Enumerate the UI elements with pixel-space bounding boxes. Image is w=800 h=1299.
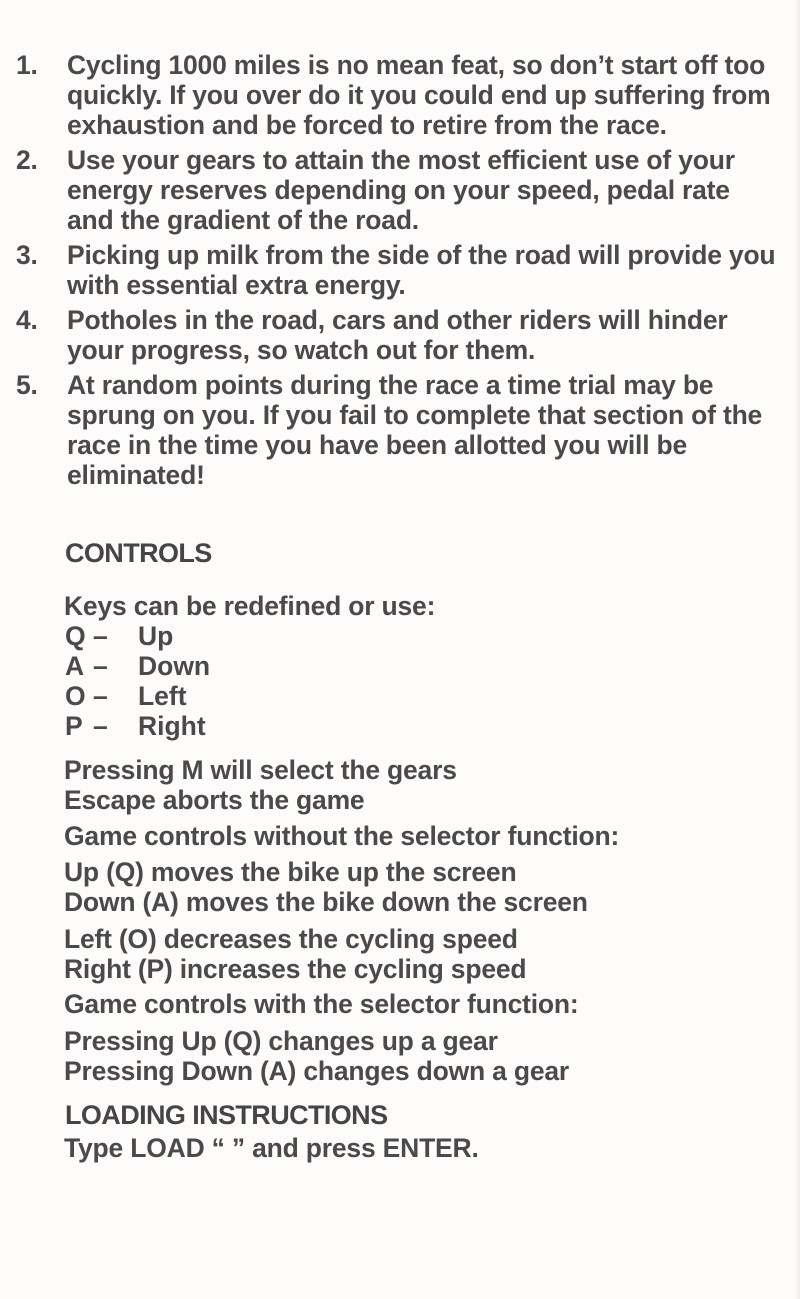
control-description: Left (O) decreases the cycling speed [64, 924, 518, 954]
key-mapping-down [65, 651, 210, 681]
with-selector-heading: Game controls with the selector function: [64, 989, 579, 1019]
control-description: Right (P) increases the cycling speed [64, 954, 527, 984]
control-description: Pressing Down (A) changes down a gear [64, 1056, 570, 1086]
escape-line: Escape aborts the game [64, 785, 365, 815]
key-letter: Q [65, 621, 86, 651]
tip-text: Use your gears to attain the most efficient use of your energy reserves depending on your speed, pedal rate and the gradient of the road. [67, 145, 735, 235]
gears-line: Pressing M will select the gears [64, 755, 457, 785]
tip-number: 3. [16, 240, 38, 270]
loading-text: Type LOAD “ ” and press ENTER. [64, 1133, 479, 1163]
key-letter: P [65, 711, 83, 741]
control-description: Down (A) moves the bike down the screen [64, 887, 588, 917]
tip-item [16, 50, 776, 140]
key-mapping-up [65, 621, 173, 651]
tip-number: 1. [16, 50, 38, 80]
key-letter: A [65, 651, 85, 681]
tip-number: 5. [16, 370, 38, 400]
key-dash: – [93, 681, 108, 711]
key-mapping-right [65, 711, 206, 741]
key-dash: – [93, 621, 108, 651]
tip-text: Picking up milk from the side of the road will provide you with essential extra energy. [67, 240, 776, 300]
tip-item [16, 240, 776, 300]
controls-intro: Keys can be redefined or use: [64, 591, 436, 621]
key-dash: – [93, 711, 108, 741]
key-action: Left [138, 681, 187, 711]
tip-text: At random points during the race a time trial may be sprung on you. If you fail to complete that section of the race in the time you have been allotted you will be eliminated! [67, 370, 763, 490]
control-description: Up (Q) moves the bike up the screen [64, 857, 517, 887]
controls-heading: CONTROLS [65, 538, 212, 568]
tip-item [16, 305, 776, 365]
key-action: Up [138, 621, 174, 651]
tip-item [16, 370, 776, 490]
tip-item [16, 145, 776, 235]
key-mapping-left [65, 681, 187, 711]
key-action: Right [138, 711, 206, 741]
control-description: Pressing Up (Q) changes up a gear [64, 1026, 498, 1056]
tip-text: Potholes in the road, cars and other riders will hinder your progress, so watch out for them. [67, 305, 728, 365]
page-edge-shadow [794, 0, 800, 1299]
tip-number: 2. [16, 145, 38, 175]
key-action: Down [138, 651, 211, 681]
loading-heading: LOADING INSTRUCTIONS [65, 1100, 388, 1130]
key-dash: – [93, 651, 108, 681]
tips-list [16, 50, 776, 495]
without-selector-heading: Game controls without the selector function: [64, 821, 620, 851]
tip-text: Cycling 1000 miles is no mean feat, so don’t start off too quickly. If you over do it you could end up suffering from exhaustion and be forced to retire from the race. [67, 50, 771, 140]
key-letter: O [65, 681, 86, 711]
tip-number: 4. [16, 305, 38, 335]
